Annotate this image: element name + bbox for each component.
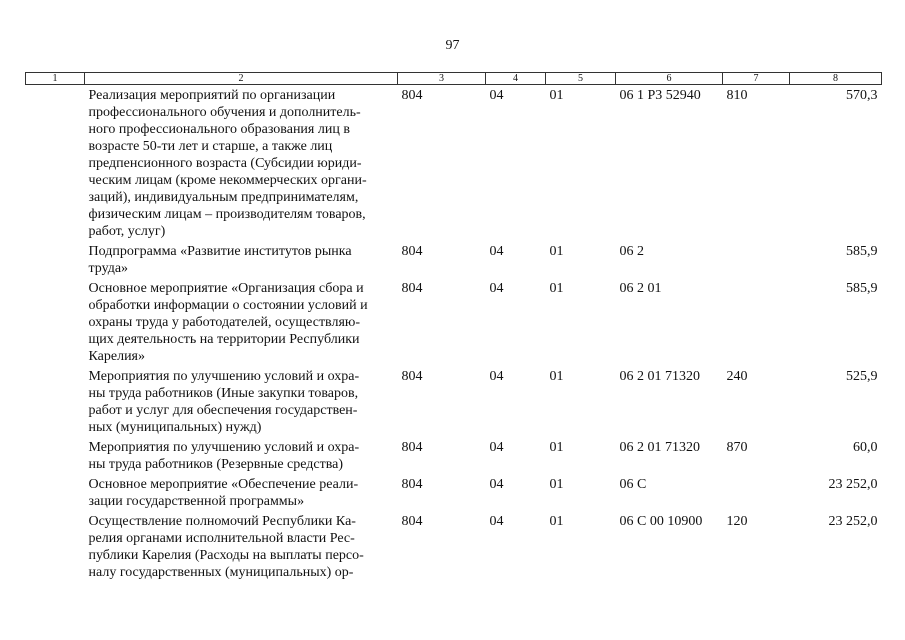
- subsection-code: 01: [549, 244, 564, 259]
- ministry-code: 804: [401, 514, 423, 529]
- expense-item-name: [85, 241, 398, 278]
- target-article-code: 06 2 01 71320: [619, 369, 700, 384]
- amount-value: 23 252,0: [828, 477, 878, 492]
- expense-item-name-line: релия органами исполнительной власти Рес-: [88, 531, 355, 546]
- cell-col-1: [26, 474, 85, 511]
- expense-item-name: [85, 511, 398, 582]
- expense-item-name-line: щих деятельность на территории Республики: [88, 332, 360, 347]
- subsection-code: 01: [549, 88, 564, 103]
- subsection-code: 01: [549, 477, 564, 492]
- column-header-8: 8: [790, 73, 882, 85]
- column-number-header-row: [26, 73, 882, 85]
- table-row: [26, 366, 882, 437]
- ministry-code: 804: [401, 244, 423, 259]
- table-body: [26, 85, 882, 583]
- expense-item-name-line: Мероприятия по улучшению условий и охра-: [88, 440, 360, 455]
- section-code: 04: [489, 281, 504, 296]
- expense-item-name-line: Реализация мероприятий по организации: [88, 88, 336, 103]
- budget-table: [25, 72, 882, 582]
- table-row: [26, 85, 882, 242]
- column-header-4: 4: [486, 73, 546, 85]
- expense-item-name-line: ческим лицам (кроме некоммерческих органи-: [88, 173, 367, 188]
- expense-type-code: [723, 474, 790, 511]
- expense-item-name: [85, 278, 398, 366]
- expense-item-name: [85, 85, 398, 242]
- expense-item-name: [85, 437, 398, 474]
- expense-item-name-line: ны труда работников (Иные закупки товаров,: [88, 386, 359, 401]
- expense-item-name-line: Мероприятия по улучшению условий и охра-: [88, 369, 360, 384]
- subsection-code: 01: [549, 514, 564, 529]
- table-row: [26, 278, 882, 366]
- expense-type-code: 240: [726, 369, 748, 384]
- cell-col-1: [26, 85, 85, 242]
- section-code: 04: [489, 514, 504, 529]
- subsection-code: 01: [549, 281, 564, 296]
- column-header-2: 2: [85, 73, 398, 85]
- table-row: [26, 474, 882, 511]
- ministry-code: 804: [401, 440, 423, 455]
- expense-item-name-line: труда»: [88, 261, 129, 276]
- column-header-5: 5: [546, 73, 616, 85]
- expense-item-name: [85, 366, 398, 437]
- ministry-code: 804: [401, 88, 423, 103]
- column-header-3: 3: [398, 73, 486, 85]
- subsection-code: 01: [549, 369, 564, 384]
- target-article-code: 06 C: [619, 477, 647, 492]
- expense-item-name-line: публики Карелия (Расходы на выплаты персо-: [88, 548, 364, 563]
- ministry-code: 804: [401, 281, 423, 296]
- cell-col-1: [26, 241, 85, 278]
- expense-item-name-line: ных (муниципальных) нужд): [88, 420, 262, 435]
- expense-item-name-line: работ и услуг для обеспечения государствен-: [88, 403, 358, 418]
- target-article-code: 06 C 00 10900: [619, 514, 703, 529]
- expense-item-name-line: зации государственной программы»: [88, 494, 305, 509]
- section-code: 04: [489, 440, 504, 455]
- cell-col-1: [26, 511, 85, 582]
- target-article-code: 06 1 P3 52940: [619, 88, 701, 103]
- column-header-6: 6: [616, 73, 723, 85]
- section-code: 04: [489, 244, 504, 259]
- expense-type-code: [723, 241, 790, 278]
- expense-item-name-line: Основное мероприятие «Организация сбора и: [88, 281, 364, 296]
- expense-item-name-line: Основное мероприятие «Обеспечение реали-: [88, 477, 359, 492]
- expense-item-name: [85, 474, 398, 511]
- target-article-code: 06 2 01: [619, 281, 662, 296]
- subsection-code: 01: [549, 440, 564, 455]
- expense-item-name-line: Карелия»: [88, 349, 145, 364]
- target-article-code: 06 2 01 71320: [619, 440, 700, 455]
- expense-item-name-line: возрасте 50-ти лет и старше, а также лиц: [88, 139, 333, 154]
- cell-col-1: [26, 437, 85, 474]
- table-row: [26, 437, 882, 474]
- expense-item-name-line: физическим лицам – производителям товаров,: [88, 207, 366, 222]
- target-article-code: 06 2: [619, 244, 644, 259]
- expense-item-name-line: охраны труда у работодателей, осуществляю-: [88, 315, 361, 330]
- table-row: [26, 511, 882, 582]
- amount-value: 570,3: [846, 88, 878, 103]
- expense-type-code: 120: [726, 514, 748, 529]
- amount-value: 585,9: [846, 281, 878, 296]
- column-header-1: 1: [26, 73, 85, 85]
- expense-item-name-line: предпенсионного возраста (Субсидии юриди-: [88, 156, 362, 171]
- cell-col-1: [26, 278, 85, 366]
- table-row: [26, 241, 882, 278]
- expense-item-name-line: работ, услуг): [88, 224, 166, 239]
- page-number: 97: [445, 38, 460, 53]
- expense-item-name-line: Осуществление полномочий Республики Ка-: [88, 514, 356, 529]
- expense-type-code: [723, 278, 790, 366]
- expense-type-code: 810: [726, 88, 748, 103]
- amount-value: 23 252,0: [828, 514, 878, 529]
- expense-item-name-line: обработки информации о состоянии условий и: [88, 298, 368, 313]
- cell-col-1: [26, 366, 85, 437]
- section-code: 04: [489, 88, 504, 103]
- expense-type-code: 870: [726, 440, 748, 455]
- ministry-code: 804: [401, 477, 423, 492]
- ministry-code: 804: [401, 369, 423, 384]
- amount-value: 60,0: [853, 440, 878, 455]
- amount-value: 525,9: [846, 369, 878, 384]
- section-code: 04: [489, 477, 504, 492]
- expense-item-name-line: налу государственных (муниципальных) ор-: [88, 565, 354, 580]
- expense-item-name-line: ны труда работников (Резервные средства): [88, 457, 344, 472]
- expense-item-name-line: заций), индивидуальным предпринимателям,: [88, 190, 359, 205]
- expense-item-name-line: профессионального обучения и дополнитель-: [88, 105, 361, 120]
- expense-item-name-line: ного профессионального образования лиц в: [88, 122, 350, 137]
- column-header-7: 7: [723, 73, 790, 85]
- expense-item-name-line: Подпрограмма «Развитие институтов рынка: [88, 244, 352, 259]
- section-code: 04: [489, 369, 504, 384]
- amount-value: 585,9: [846, 244, 878, 259]
